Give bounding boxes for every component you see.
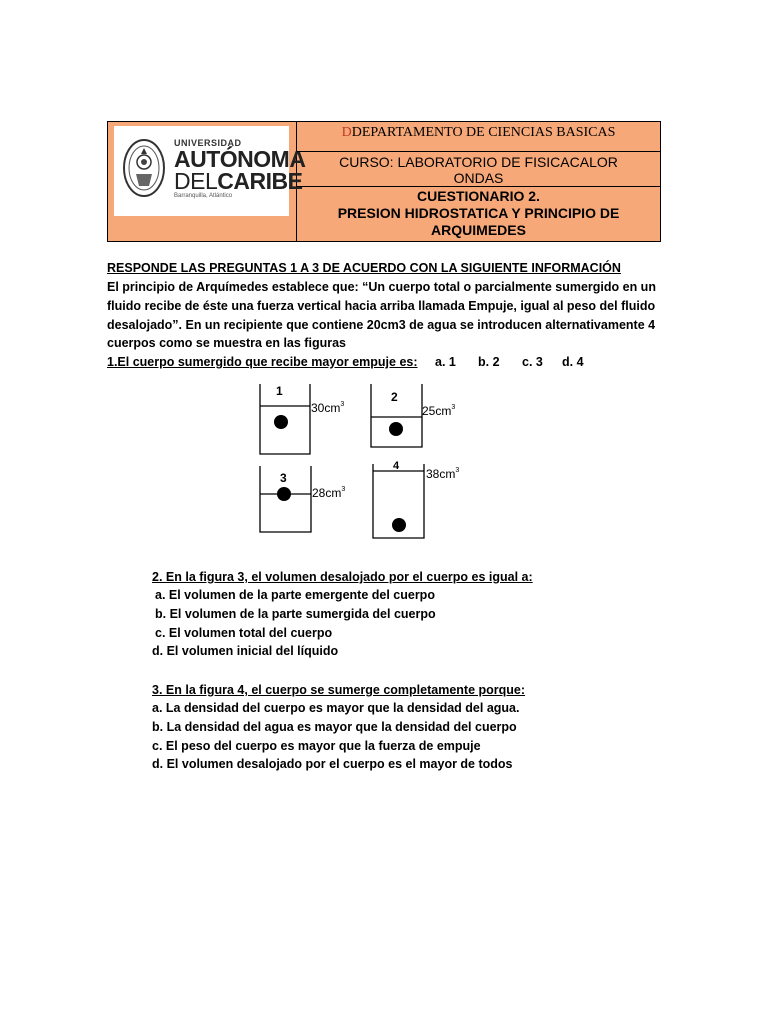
- intro-line: El principio de Arquímedes establece que: “Un cuerpo total o parcialmente sumergido en un: [107, 280, 656, 294]
- figure-1-volume: $30cm^3$: [311, 401, 345, 415]
- question-1-option-a: a. 1: [435, 355, 456, 369]
- question-2-option-b: b. El volumen de la parte sumergida del cuerpo: [155, 607, 436, 621]
- question-3-text: 3. En la figura 4, el cuerpo se sumerge completamente porque:: [152, 683, 526, 697]
- course-cell: [297, 152, 660, 187]
- questionnaire-cell: [297, 187, 660, 241]
- questionnaire-line-2: PRESION HIDROSTATICA Y PRINCIPIO DE: [337, 205, 620, 221]
- question-3-option-c: c. El peso del cuerpo es mayor que la fuerza de empuje: [152, 739, 481, 753]
- logo-delcaribe-text: DELCARIBE: [174, 168, 303, 194]
- intro-line: fluido recibe de éste una fuerza vertical hacia arriba llamada Empuje, igual al peso del fluido: [107, 299, 656, 313]
- intro-line: cuerpos como se muestra en las figuras: [107, 336, 346, 350]
- logo-city-text: Barranquilla, Atlántico: [174, 193, 233, 199]
- question-1-text: 1.El cuerpo sumergido que recibe mayor empuje es:: [107, 355, 418, 369]
- figure-3-volume: $28cm^3$: [312, 486, 346, 500]
- figure-2-body: [389, 422, 403, 436]
- question-2-option-c: c. El volumen total del cuerpo: [155, 626, 333, 640]
- instructions-heading: RESPONDE LAS PREGUNTAS 1 A 3 DE ACUERDO CON LA SIGUIENTE INFORMACIÓN: [107, 261, 621, 275]
- department-first-letter: D: [341, 125, 352, 140]
- figure-2-volume: $25cm^3$: [422, 404, 456, 418]
- header-table: [107, 121, 661, 242]
- figure-3-number: 3: [280, 471, 287, 485]
- question-1-option-b: b. 2: [478, 355, 500, 369]
- logo-universidad-text: UNIVERSIDAD: [174, 138, 242, 148]
- question-1-option-c: c. 3: [522, 355, 543, 369]
- intro-line: desalojado”. En un recipiente que contiene 20cm3 de agua se introducen alternativamente 4: [107, 318, 656, 332]
- questionnaire-line-1: CUESTIONARIO 2.: [417, 188, 540, 204]
- department-cell: [297, 122, 660, 152]
- question-3-option-b: b. La densidad del agua es mayor que la densidad del cuerpo: [152, 720, 517, 734]
- figure-1-number: 1: [276, 384, 283, 398]
- question-2-option-a: a. El volumen de la parte emergente del cuerpo: [155, 588, 435, 602]
- university-logo: [114, 126, 306, 216]
- figure-4-number: 4: [393, 460, 400, 472]
- department-title: DEPARTAMENTO DE CIENCIAS BASICAS: [351, 125, 616, 140]
- figure-3: [260, 466, 345, 532]
- question-3-option-d: d. El volumen desalojado por el cuerpo es el mayor de todos: [152, 757, 513, 771]
- figure-2: [371, 384, 455, 447]
- question-2-text: 2. En la figura 3, el volumen desalojado por el cuerpo es igual a:: [152, 570, 533, 584]
- logo-autonoma-text: AUTÓNOMA: [174, 146, 306, 172]
- figure-4-body: [392, 518, 406, 532]
- questionnaire-line-3: ARQUIMEDES: [431, 222, 526, 238]
- figure-4: [373, 460, 459, 538]
- course-line-2: ONDAS: [453, 170, 504, 186]
- containers-figure: [250, 378, 480, 548]
- figure-1-body: [274, 415, 288, 429]
- figure-3-body: [277, 487, 291, 501]
- question-3-option-a: a. La densidad del cuerpo es mayor que la densidad del agua.: [152, 701, 520, 715]
- university-seal-icon: [122, 138, 166, 198]
- figure-1: [260, 384, 344, 454]
- logo-cell: [108, 122, 306, 241]
- course-line-1: CURSO: LABORATORIO DE FISICACALOR: [339, 154, 618, 170]
- figure-4-volume: $38cm^3$: [426, 467, 460, 481]
- question-2-option-d: d. El volumen inicial del líquido: [152, 644, 339, 658]
- figure-2-number: 2: [391, 390, 398, 404]
- question-1-option-d: d. 4: [562, 355, 584, 369]
